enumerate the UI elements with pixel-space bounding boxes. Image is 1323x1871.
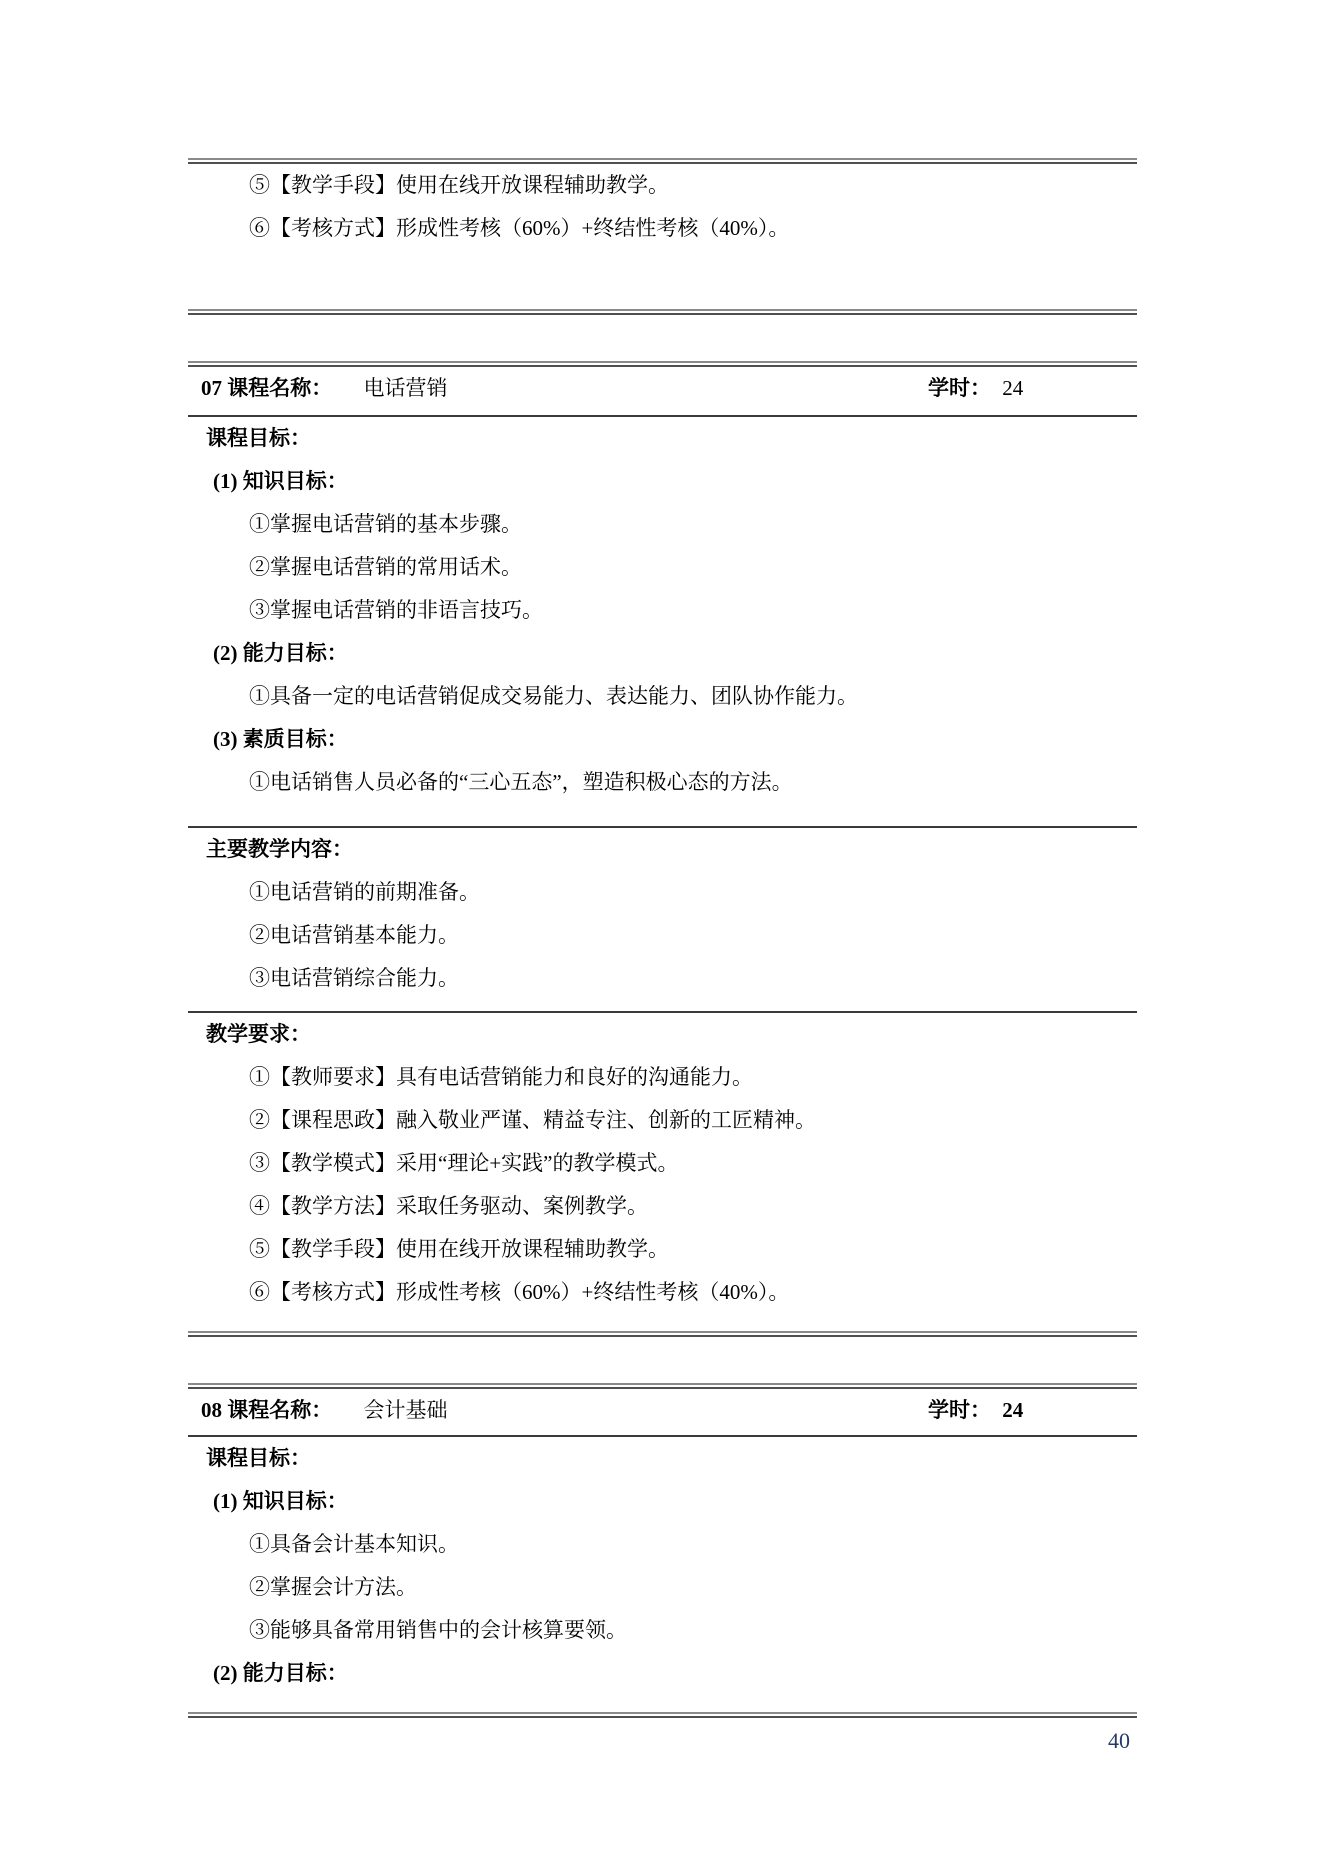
list-item: ①具备会计基本知识。 [249,1532,459,1556]
page-number: 40 [1108,1728,1130,1753]
list-item: ①具备一定的电话营销促成交易能力、表达能力、团队协作能力。 [249,684,858,708]
hours-label: 学时： [928,1398,991,1422]
course-code: 08 [201,1398,222,1422]
hours-label: 学时： [928,376,991,400]
course-name: 电话营销 [363,376,448,400]
divider-double [188,1331,1137,1337]
list-item: ⑥【考核方式】形成性考核（60%）+终结性考核（40%）。 [249,216,790,240]
list-item: ①电话营销的前期准备。 [249,880,480,904]
section-header-content: 主要教学内容： [206,837,353,861]
hours-value: 24 [1002,376,1024,400]
section-header-goals: 课程目标： [206,1446,311,1470]
list-item: ②电话营销基本能力。 [249,923,459,947]
course-name-label: 课程名称： [227,376,333,400]
course-code: 07 [201,376,222,400]
list-item: ①【教师要求】具有电话营销能力和良好的沟通能力。 [249,1065,753,1089]
goal-group-title: (1) 知识目标： [213,1489,348,1513]
course-07-header [188,367,1137,410]
section-header-goals: 课程目标： [206,426,311,450]
list-item: ③掌握电话营销的非语言技巧。 [249,598,543,622]
divider-double [188,309,1137,315]
list-item: ③【教学模式】采用“理论+实践”的教学模式。 [249,1151,679,1175]
course-name: 会计基础 [363,1398,448,1422]
document-content [188,0,1137,1718]
course-hours [928,367,1023,410]
list-item: ⑤【教学手段】使用在线开放课程辅助教学。 [249,173,669,197]
list-item: ⑤【教学手段】使用在线开放课程辅助教学。 [249,1237,669,1261]
section-header-requirements: 教学要求： [206,1022,311,1046]
divider-double [188,1712,1137,1718]
goal-group-title: (2) 能力目标： [213,1661,348,1685]
list-item: ①电话销售人员必备的“三心五态”，塑造积极心态的方法。 [249,770,793,794]
course-name-label: 课程名称： [227,1398,333,1422]
goal-group-title: (2) 能力目标： [213,641,348,665]
list-item: ①掌握电话营销的基本步骤。 [249,512,522,536]
goal-group-title: (1) 知识目标： [213,469,348,493]
course-08-header [188,1389,1137,1432]
goal-group-title: (3) 素质目标： [213,727,348,751]
list-item: ③能够具备常用销售中的会计核算要领。 [249,1618,627,1642]
list-item: ②掌握会计方法。 [249,1575,417,1599]
list-item: ②掌握电话营销的常用话术。 [249,555,522,579]
course-hours [928,1389,1023,1432]
list-item: ②【课程思政】融入敬业严谨、精益专注、创新的工匠精神。 [249,1108,816,1132]
list-item: ④【教学方法】采取任务驱动、案例教学。 [249,1194,648,1218]
list-item: ⑥【考核方式】形成性考核（60%）+终结性考核（40%）。 [249,1280,790,1304]
hours-value: 24 [1002,1398,1024,1422]
list-item: ③电话营销综合能力。 [249,966,459,990]
